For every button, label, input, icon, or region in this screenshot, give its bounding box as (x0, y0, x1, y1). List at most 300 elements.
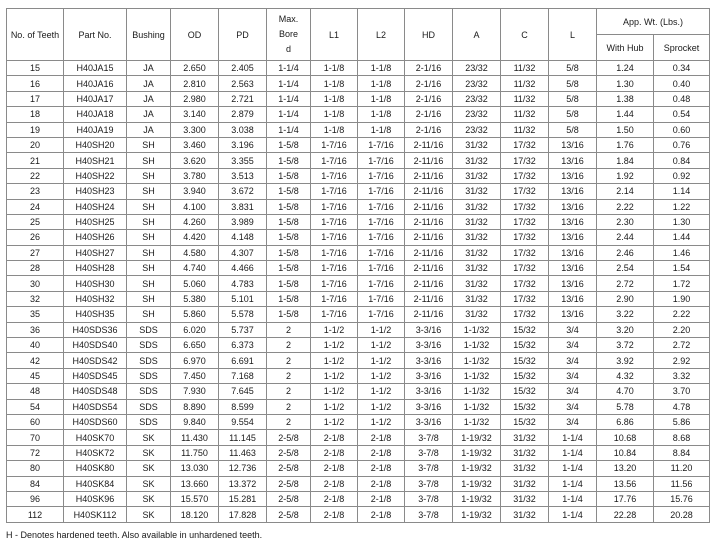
cell-l2: 2-1/8 (358, 461, 405, 476)
cell-part-no: H40SH26 (64, 230, 127, 245)
cell-teeth: 54 (7, 399, 64, 414)
cell-part-no: H40JA19 (64, 122, 127, 137)
cell-a: 1-1/32 (453, 322, 501, 337)
cell-part-no: H40SK80 (64, 461, 127, 476)
cell-l1: 1-7/16 (311, 291, 358, 306)
cell-with-hub: 4.70 (597, 384, 654, 399)
table-row (7, 338, 710, 353)
cell-bushing: SK (127, 430, 171, 445)
table-row (7, 261, 710, 276)
cell-max-bore: 2 (267, 338, 311, 353)
cell-sprocket: 8.68 (654, 430, 710, 445)
cell-od: 5.860 (171, 307, 219, 322)
cell-l2: 1-1/2 (358, 368, 405, 383)
cell-max-bore: 2 (267, 414, 311, 429)
cell-l: 5/8 (549, 122, 597, 137)
cell-sprocket: 0.40 (654, 76, 710, 91)
cell-od: 3.780 (171, 168, 219, 183)
cell-l: 5/8 (549, 107, 597, 122)
cell-with-hub: 2.72 (597, 276, 654, 291)
cell-teeth: 60 (7, 414, 64, 429)
cell-bushing: SDS (127, 353, 171, 368)
cell-hd: 3-3/16 (405, 353, 453, 368)
table-row (7, 107, 710, 122)
cell-hd: 3-3/16 (405, 322, 453, 337)
cell-part-no: H40JA18 (64, 107, 127, 122)
cell-teeth: 80 (7, 461, 64, 476)
cell-l2: 1-7/16 (358, 214, 405, 229)
cell-l2: 1-7/16 (358, 230, 405, 245)
cell-od: 4.420 (171, 230, 219, 245)
table-row (7, 214, 710, 229)
cell-hd: 2-11/16 (405, 137, 453, 152)
cell-a: 1-19/32 (453, 430, 501, 445)
cell-bushing: SDS (127, 384, 171, 399)
cell-l: 5/8 (549, 76, 597, 91)
cell-teeth: 26 (7, 230, 64, 245)
cell-l: 5/8 (549, 61, 597, 76)
cell-max-bore: 2-5/8 (267, 430, 311, 445)
cell-with-hub: 1.24 (597, 61, 654, 76)
cell-bushing: SK (127, 445, 171, 460)
cell-c: 11/32 (501, 61, 549, 76)
cell-pd: 3.038 (219, 122, 267, 137)
cell-c: 17/32 (501, 261, 549, 276)
cell-max-bore: 2 (267, 384, 311, 399)
cell-max-bore: 1-5/8 (267, 307, 311, 322)
cell-hd: 3-3/16 (405, 384, 453, 399)
header-hd: HD (405, 9, 453, 61)
cell-bushing: SH (127, 137, 171, 152)
cell-a: 1-1/32 (453, 414, 501, 429)
cell-with-hub: 17.76 (597, 491, 654, 506)
cell-c: 31/32 (501, 461, 549, 476)
cell-c: 17/32 (501, 199, 549, 214)
cell-a: 1-1/32 (453, 368, 501, 383)
cell-c: 31/32 (501, 445, 549, 460)
cell-pd: 11.145 (219, 430, 267, 445)
cell-l1: 1-7/16 (311, 168, 358, 183)
cell-max-bore: 1-5/8 (267, 184, 311, 199)
cell-l1: 2-1/8 (311, 476, 358, 491)
cell-bushing: SDS (127, 414, 171, 429)
cell-max-bore: 2-5/8 (267, 507, 311, 522)
cell-l: 13/16 (549, 153, 597, 168)
cell-part-no: H40SDS42 (64, 353, 127, 368)
cell-bushing: SH (127, 245, 171, 260)
cell-l1: 1-1/2 (311, 353, 358, 368)
sprocket-spec-table-wrapper (6, 8, 710, 523)
cell-a: 1-1/32 (453, 399, 501, 414)
cell-bushing: SH (127, 199, 171, 214)
cell-a: 1-1/32 (453, 384, 501, 399)
cell-a: 23/32 (453, 61, 501, 76)
cell-c: 15/32 (501, 384, 549, 399)
cell-max-bore: 1-1/4 (267, 122, 311, 137)
cell-l: 1-1/4 (549, 476, 597, 491)
header-c: C (501, 9, 549, 61)
cell-sprocket: 8.84 (654, 445, 710, 460)
cell-od: 3.140 (171, 107, 219, 122)
cell-l2: 2-1/8 (358, 507, 405, 522)
footnote: H - Denotes hardened teeth. Also available in unhardened teeth. (6, 530, 263, 540)
header-with-hub: With Hub (597, 35, 654, 61)
cell-part-no: H40JA15 (64, 61, 127, 76)
cell-od: 5.060 (171, 276, 219, 291)
table-row (7, 476, 710, 491)
cell-bushing: JA (127, 107, 171, 122)
header-l2: L2 (358, 9, 405, 61)
cell-l: 3/4 (549, 399, 597, 414)
cell-bushing: SDS (127, 338, 171, 353)
cell-a: 1-1/32 (453, 338, 501, 353)
cell-pd: 3.513 (219, 168, 267, 183)
cell-hd: 3-7/8 (405, 430, 453, 445)
cell-with-hub: 3.72 (597, 338, 654, 353)
cell-l1: 1-1/8 (311, 91, 358, 106)
cell-with-hub: 3.92 (597, 353, 654, 368)
cell-sprocket: 0.48 (654, 91, 710, 106)
cell-c: 17/32 (501, 168, 549, 183)
cell-with-hub: 3.22 (597, 307, 654, 322)
header-pd: PD (219, 9, 267, 61)
cell-bushing: SDS (127, 399, 171, 414)
cell-c: 15/32 (501, 353, 549, 368)
table-row (7, 414, 710, 429)
cell-hd: 2-1/16 (405, 61, 453, 76)
cell-teeth: 15 (7, 61, 64, 76)
table-row (7, 153, 710, 168)
cell-pd: 9.554 (219, 414, 267, 429)
cell-teeth: 96 (7, 491, 64, 506)
cell-l1: 2-1/8 (311, 491, 358, 506)
cell-l2: 1-1/2 (358, 353, 405, 368)
cell-pd: 12.736 (219, 461, 267, 476)
cell-l2: 1-7/16 (358, 137, 405, 152)
cell-l: 3/4 (549, 338, 597, 353)
cell-sprocket: 0.34 (654, 61, 710, 76)
cell-bushing: SK (127, 491, 171, 506)
cell-sprocket: 11.20 (654, 461, 710, 476)
cell-max-bore: 1-5/8 (267, 199, 311, 214)
cell-od: 4.260 (171, 214, 219, 229)
cell-sprocket: 4.78 (654, 399, 710, 414)
cell-c: 17/32 (501, 276, 549, 291)
cell-part-no: H40SK84 (64, 476, 127, 491)
table-row (7, 199, 710, 214)
cell-part-no: H40SH35 (64, 307, 127, 322)
cell-hd: 2-11/16 (405, 261, 453, 276)
header-bushing: Bushing (127, 9, 171, 61)
cell-l: 13/16 (549, 184, 597, 199)
cell-hd: 2-11/16 (405, 184, 453, 199)
cell-l: 1-1/4 (549, 461, 597, 476)
cell-sprocket: 0.76 (654, 137, 710, 152)
cell-pd: 4.783 (219, 276, 267, 291)
cell-teeth: 17 (7, 91, 64, 106)
cell-sprocket: 1.90 (654, 291, 710, 306)
table-row (7, 122, 710, 137)
cell-teeth: 70 (7, 430, 64, 445)
cell-od: 3.460 (171, 137, 219, 152)
cell-part-no: H40SK72 (64, 445, 127, 460)
cell-l2: 1-7/16 (358, 153, 405, 168)
cell-bushing: SH (127, 261, 171, 276)
header-sprocket: Sprocket (654, 35, 710, 61)
cell-teeth: 42 (7, 353, 64, 368)
cell-c: 17/32 (501, 184, 549, 199)
cell-hd: 2-1/16 (405, 107, 453, 122)
cell-sprocket: 20.28 (654, 507, 710, 522)
cell-od: 5.380 (171, 291, 219, 306)
header-teeth: No. of Teeth (7, 9, 64, 61)
cell-hd: 2-11/16 (405, 276, 453, 291)
table-row (7, 399, 710, 414)
table-row (7, 322, 710, 337)
cell-a: 31/32 (453, 245, 501, 260)
cell-pd: 2.563 (219, 76, 267, 91)
cell-l1: 1-7/16 (311, 307, 358, 322)
cell-a: 31/32 (453, 291, 501, 306)
cell-l2: 1-7/16 (358, 307, 405, 322)
cell-pd: 2.405 (219, 61, 267, 76)
cell-with-hub: 10.68 (597, 430, 654, 445)
cell-part-no: H40SDS36 (64, 322, 127, 337)
cell-hd: 3-7/8 (405, 476, 453, 491)
cell-with-hub: 2.54 (597, 261, 654, 276)
cell-l2: 1-7/16 (358, 276, 405, 291)
cell-sprocket: 3.70 (654, 384, 710, 399)
cell-teeth: 32 (7, 291, 64, 306)
cell-l1: 2-1/8 (311, 430, 358, 445)
cell-with-hub: 22.28 (597, 507, 654, 522)
cell-pd: 5.578 (219, 307, 267, 322)
table-row (7, 368, 710, 383)
table-row (7, 353, 710, 368)
cell-with-hub: 2.44 (597, 230, 654, 245)
cell-max-bore: 1-5/8 (267, 137, 311, 152)
cell-teeth: 72 (7, 445, 64, 460)
cell-l: 1-1/4 (549, 507, 597, 522)
cell-l2: 1-7/16 (358, 261, 405, 276)
cell-l2: 1-1/2 (358, 322, 405, 337)
cell-c: 15/32 (501, 322, 549, 337)
cell-l2: 2-1/8 (358, 491, 405, 506)
cell-od: 3.620 (171, 153, 219, 168)
cell-max-bore: 2 (267, 322, 311, 337)
cell-bushing: SK (127, 461, 171, 476)
cell-hd: 3-7/8 (405, 445, 453, 460)
cell-l: 13/16 (549, 245, 597, 260)
cell-max-bore: 1-5/8 (267, 291, 311, 306)
cell-hd: 3-3/16 (405, 368, 453, 383)
cell-teeth: 48 (7, 384, 64, 399)
cell-pd: 5.737 (219, 322, 267, 337)
cell-od: 13.030 (171, 461, 219, 476)
cell-bushing: SH (127, 168, 171, 183)
cell-sprocket: 2.22 (654, 307, 710, 322)
cell-pd: 3.989 (219, 214, 267, 229)
cell-sprocket: 1.72 (654, 276, 710, 291)
cell-max-bore: 1-1/4 (267, 76, 311, 91)
cell-a: 1-19/32 (453, 491, 501, 506)
cell-bushing: SK (127, 507, 171, 522)
cell-bushing: SH (127, 230, 171, 245)
cell-hd: 2-11/16 (405, 307, 453, 322)
cell-hd: 3-3/16 (405, 399, 453, 414)
cell-od: 2.810 (171, 76, 219, 91)
cell-a: 31/32 (453, 276, 501, 291)
cell-with-hub: 2.22 (597, 199, 654, 214)
header-part-no: Part No. (64, 9, 127, 61)
cell-with-hub: 10.84 (597, 445, 654, 460)
cell-with-hub: 2.90 (597, 291, 654, 306)
cell-pd: 11.463 (219, 445, 267, 460)
cell-l: 3/4 (549, 414, 597, 429)
cell-od: 18.120 (171, 507, 219, 522)
cell-od: 8.890 (171, 399, 219, 414)
cell-bushing: JA (127, 61, 171, 76)
cell-part-no: H40SH27 (64, 245, 127, 260)
table-row (7, 276, 710, 291)
cell-with-hub: 1.92 (597, 168, 654, 183)
cell-pd: 4.466 (219, 261, 267, 276)
cell-l: 5/8 (549, 91, 597, 106)
cell-part-no: H40SDS54 (64, 399, 127, 414)
cell-teeth: 24 (7, 199, 64, 214)
cell-with-hub: 1.76 (597, 137, 654, 152)
cell-l1: 1-1/2 (311, 414, 358, 429)
cell-max-bore: 2 (267, 353, 311, 368)
cell-part-no: H40SH28 (64, 261, 127, 276)
cell-od: 7.930 (171, 384, 219, 399)
cell-l1: 2-1/8 (311, 461, 358, 476)
header-max-bore-line2: Bore (278, 29, 298, 39)
cell-bushing: SK (127, 476, 171, 491)
header-l: L (549, 9, 597, 61)
cell-with-hub: 2.14 (597, 184, 654, 199)
cell-sprocket: 1.44 (654, 230, 710, 245)
cell-bushing: SH (127, 291, 171, 306)
cell-part-no: H40SK96 (64, 491, 127, 506)
cell-l1: 1-7/16 (311, 199, 358, 214)
cell-l1: 1-7/16 (311, 153, 358, 168)
table-row (7, 184, 710, 199)
cell-l1: 1-7/16 (311, 230, 358, 245)
sprocket-spec-table (6, 8, 710, 523)
cell-c: 31/32 (501, 491, 549, 506)
cell-with-hub: 2.30 (597, 214, 654, 229)
table-row (7, 461, 710, 476)
cell-hd: 2-11/16 (405, 153, 453, 168)
cell-pd: 15.281 (219, 491, 267, 506)
cell-od: 2.980 (171, 91, 219, 106)
cell-sprocket: 0.60 (654, 122, 710, 137)
cell-hd: 3-7/8 (405, 461, 453, 476)
cell-c: 31/32 (501, 507, 549, 522)
table-row (7, 307, 710, 322)
cell-l2: 1-7/16 (358, 168, 405, 183)
cell-c: 17/32 (501, 214, 549, 229)
cell-a: 31/32 (453, 137, 501, 152)
cell-hd: 2-11/16 (405, 291, 453, 306)
cell-l: 13/16 (549, 307, 597, 322)
cell-sprocket: 0.54 (654, 107, 710, 122)
cell-part-no: H40JA17 (64, 91, 127, 106)
cell-l1: 1-1/2 (311, 368, 358, 383)
cell-l2: 1-7/16 (358, 184, 405, 199)
cell-od: 11.750 (171, 445, 219, 460)
cell-l: 13/16 (549, 291, 597, 306)
cell-part-no: H40SH30 (64, 276, 127, 291)
cell-part-no: H40SH25 (64, 214, 127, 229)
cell-l1: 1-1/2 (311, 384, 358, 399)
cell-sprocket: 1.46 (654, 245, 710, 260)
cell-a: 23/32 (453, 91, 501, 106)
cell-l: 3/4 (549, 368, 597, 383)
cell-with-hub: 1.44 (597, 107, 654, 122)
cell-c: 31/32 (501, 476, 549, 491)
table-row (7, 61, 710, 76)
cell-max-bore: 1-1/4 (267, 61, 311, 76)
cell-with-hub: 5.78 (597, 399, 654, 414)
cell-sprocket: 0.84 (654, 153, 710, 168)
table-row (7, 491, 710, 506)
cell-hd: 3-7/8 (405, 491, 453, 506)
cell-teeth: 22 (7, 168, 64, 183)
cell-l: 13/16 (549, 214, 597, 229)
cell-l1: 1-1/2 (311, 338, 358, 353)
cell-teeth: 45 (7, 368, 64, 383)
cell-bushing: JA (127, 76, 171, 91)
cell-sprocket: 15.76 (654, 491, 710, 506)
cell-hd: 2-11/16 (405, 168, 453, 183)
cell-max-bore: 2-5/8 (267, 491, 311, 506)
header-l1: L1 (311, 9, 358, 61)
cell-hd: 2-11/16 (405, 214, 453, 229)
cell-teeth: 20 (7, 137, 64, 152)
cell-l: 3/4 (549, 353, 597, 368)
cell-c: 17/32 (501, 307, 549, 322)
cell-with-hub: 2.46 (597, 245, 654, 260)
cell-with-hub: 4.32 (597, 368, 654, 383)
cell-pd: 3.831 (219, 199, 267, 214)
cell-l2: 1-1/8 (358, 61, 405, 76)
cell-l1: 1-1/8 (311, 76, 358, 91)
cell-a: 1-19/32 (453, 507, 501, 522)
cell-l2: 1-1/8 (358, 76, 405, 91)
cell-hd: 2-11/16 (405, 199, 453, 214)
cell-max-bore: 1-5/8 (267, 245, 311, 260)
cell-part-no: H40SH21 (64, 153, 127, 168)
cell-teeth: 112 (7, 507, 64, 522)
cell-pd: 4.148 (219, 230, 267, 245)
cell-od: 2.650 (171, 61, 219, 76)
table-row (7, 230, 710, 245)
table-row (7, 291, 710, 306)
cell-a: 31/32 (453, 184, 501, 199)
cell-l1: 1-1/8 (311, 107, 358, 122)
cell-sprocket: 2.20 (654, 322, 710, 337)
cell-sprocket: 1.54 (654, 261, 710, 276)
cell-l1: 2-1/8 (311, 445, 358, 460)
cell-l2: 1-1/8 (358, 91, 405, 106)
cell-l1: 1-7/16 (311, 137, 358, 152)
cell-c: 17/32 (501, 153, 549, 168)
cell-c: 11/32 (501, 107, 549, 122)
cell-teeth: 84 (7, 476, 64, 491)
cell-with-hub: 6.86 (597, 414, 654, 429)
